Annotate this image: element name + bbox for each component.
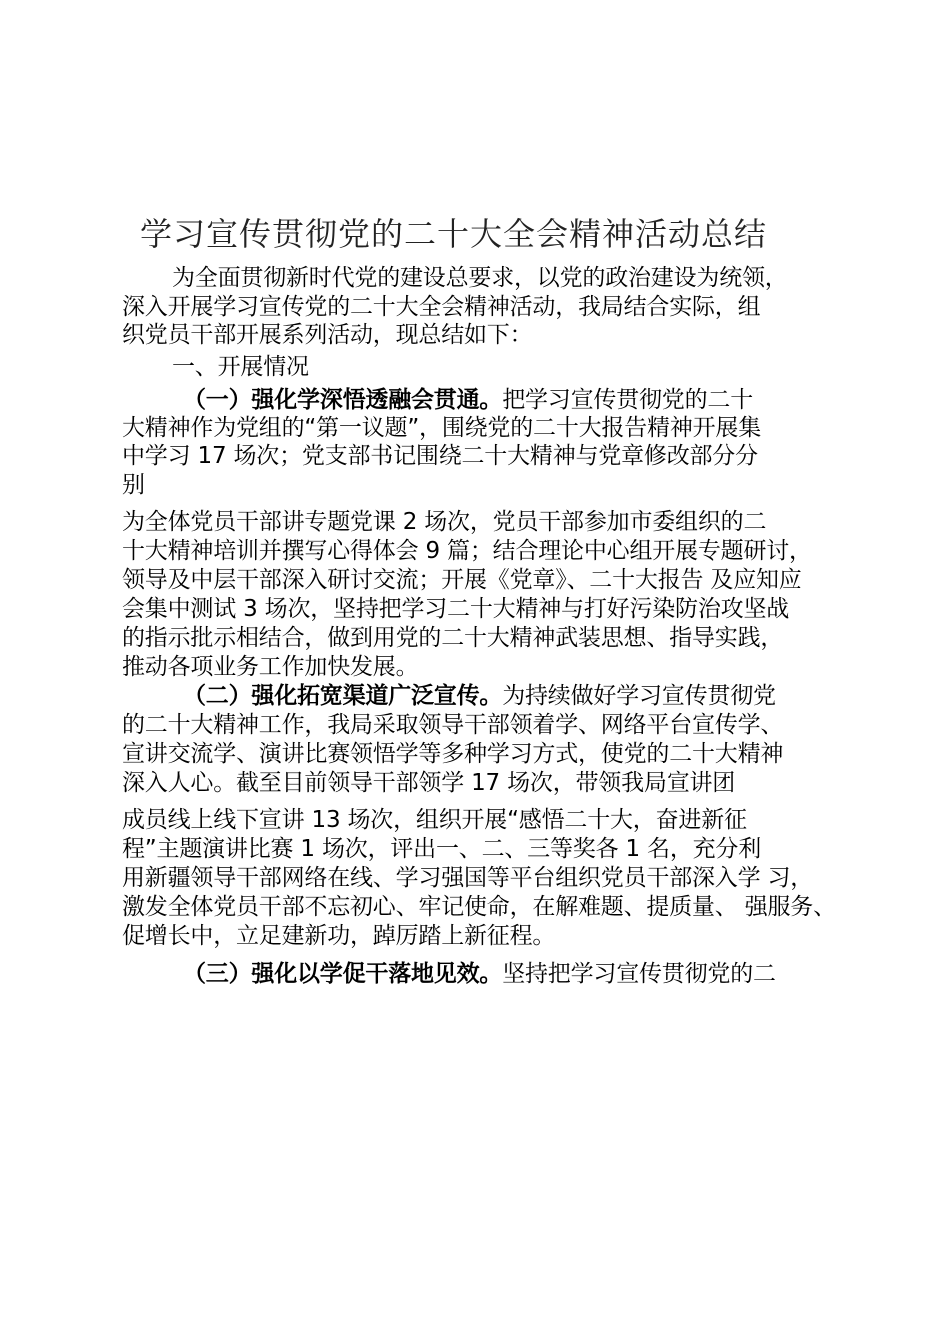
paragraph-line: 用新疆领导干部网络在线、学习强国等平台组织党员干部深入学 习， xyxy=(122,865,814,891)
subsection-heading: （二）强化拓宽渠道广泛宣传。 xyxy=(183,683,503,709)
paragraph-line: 激发全体党员干部不忘初心、牢记使命，在解难题、提质量、 强服务、 xyxy=(122,894,836,920)
subsection-text: 为持续做好学习宣传贯彻党 xyxy=(502,683,776,709)
paragraph-line: 为全面贯彻新时代党的建设总要求，以党的政治建设为统领， xyxy=(172,265,788,291)
paragraph-line: 促增长中，立足建新功，踔厉踏上新征程。 xyxy=(122,923,556,949)
paragraph-line: 成员线上线下宣讲 13 场次，组织开展“感悟二十大，奋进新征 xyxy=(122,807,747,833)
subsection-text: 把学习宣传贯彻党的二十 xyxy=(502,387,754,413)
paragraph-line: 大精神作为党组的“第一议题”，围绕党的二十大报告精神开展集 xyxy=(122,415,762,441)
subsection-text: 坚持把学习宣传贯彻党的二 xyxy=(502,961,776,987)
paragraph-line: 的指示批示相结合，做到用党的二十大精神武装思想、指导实践， xyxy=(122,625,784,651)
paragraph-line: 深入开展学习宣传党的二十大全会精神活动，我局结合实际，组 xyxy=(122,294,761,320)
subsection-line xyxy=(183,385,753,415)
paragraph-line: 宣讲交流学、演讲比赛领悟学等多种学习方式，使党的二十大精神 xyxy=(122,741,784,767)
paragraph-line: 为全体党员干部讲专题党课 2 场次，党员干部参加市委组织的二 xyxy=(122,509,767,535)
section-heading: 一、开展情况 xyxy=(172,354,309,380)
paragraph-line: 的二十大精神工作，我局采取领导干部领着学、网络平台宣传学、 xyxy=(122,712,784,738)
subsection-heading: （三）强化以学促干落地见效。 xyxy=(183,961,503,987)
paragraph-line: 深入人心。截至目前领导干部领学 17 场次，带领我局宣讲团 xyxy=(122,770,736,796)
subsection-line xyxy=(183,959,776,989)
document-title: 学习宣传贯彻党的二十大全会精神活动总结 xyxy=(140,215,768,253)
paragraph-line: 领导及中层干部深入研讨交流；开展《党章》、二十大报告 及应知应 xyxy=(122,567,802,593)
subsection-heading: （一）强化学深悟透融会贯通。 xyxy=(183,387,503,413)
paragraph-line: 中学习 17 场次；党支部书记围绕二十大精神与党章修改部分分 xyxy=(122,443,758,469)
paragraph-line: 会集中测试 3 场次，坚持把学习二十大精神与打好污染防治攻坚战 xyxy=(122,596,790,622)
paragraph-line: 织党员干部开展系列活动，现总结如下： xyxy=(122,322,533,348)
paragraph-line: 推动各项业务工作加快发展。 xyxy=(122,654,419,680)
paragraph-line: 十大精神培训并撰写心得体会 9 篇；结合理论中心组开展专题研讨， xyxy=(122,538,812,564)
subsection-line xyxy=(183,681,776,711)
paragraph-line: 程”主题演讲比赛 1 场次，评出一、二、三等奖各 1 名，充分利 xyxy=(122,836,762,862)
paragraph-line: 别 xyxy=(122,472,145,498)
